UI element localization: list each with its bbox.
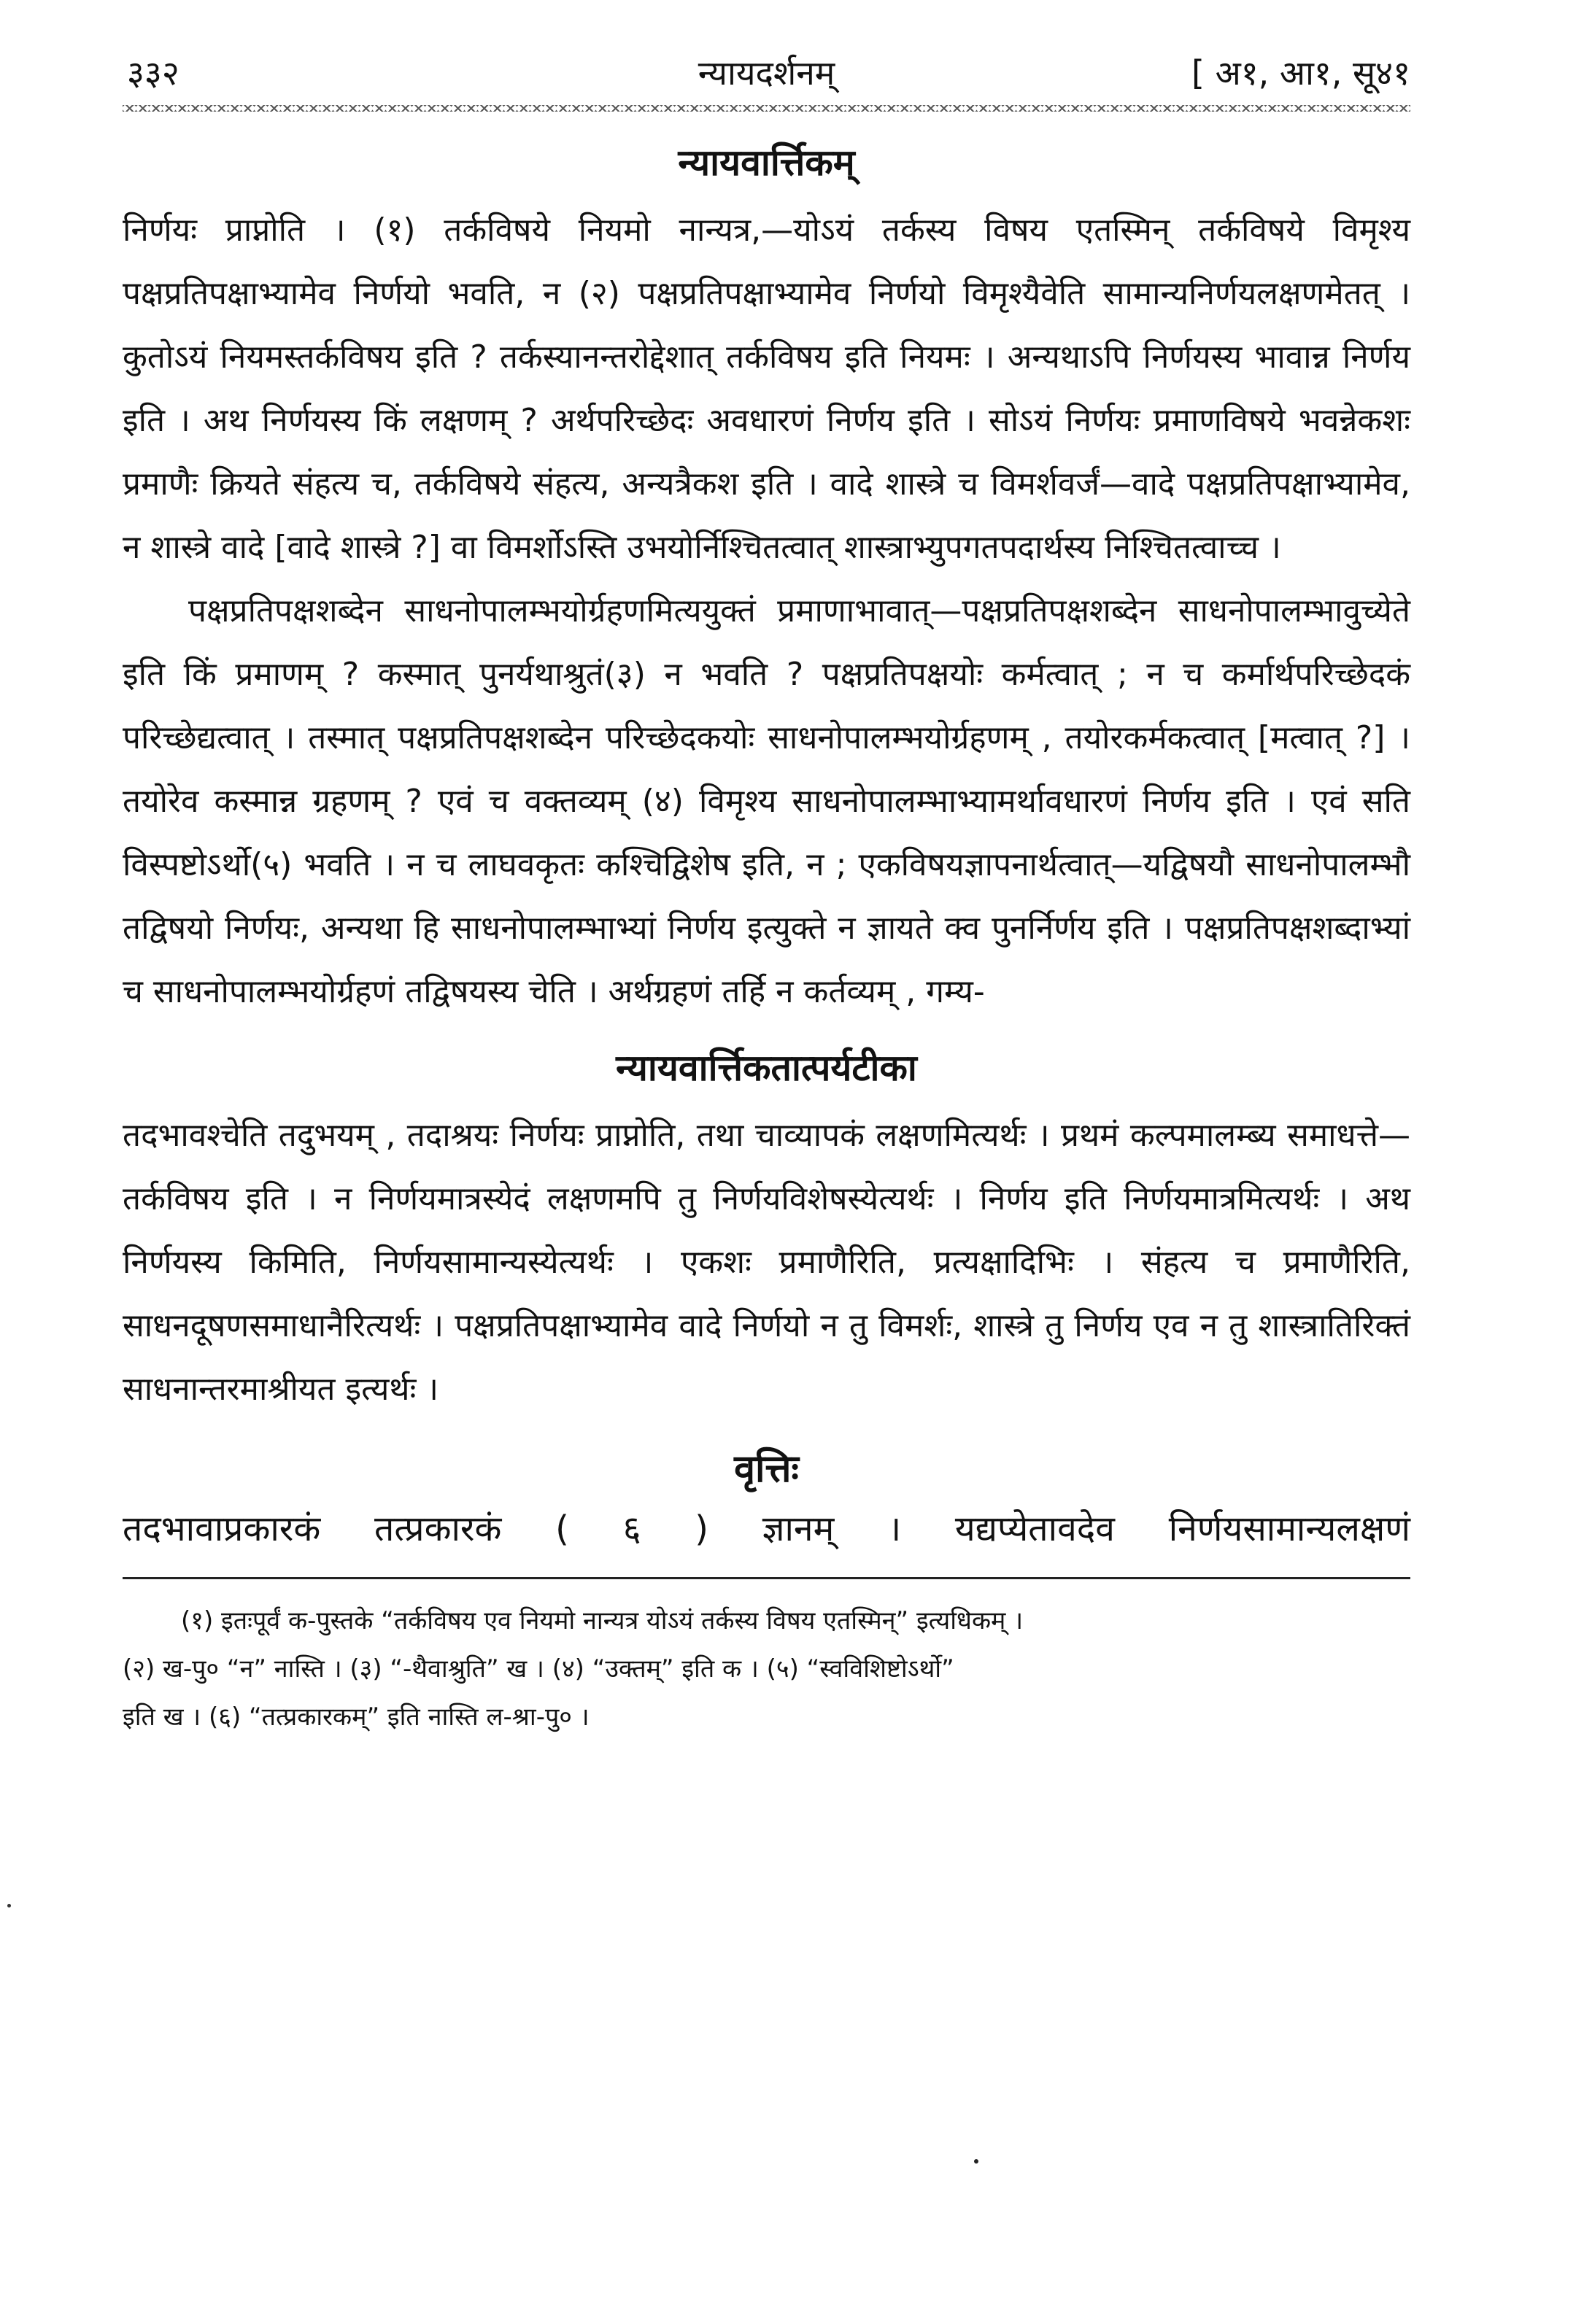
tika-paragraph: तदभावश्चेति तदुभयम् , तदाश्रयः निर्णयः प्राप्नोति, तथा चाव्यापकं लक्षणमित्यर्थः । प्रथमं कल्पमालम्ब्य समाधत्ते—तर्कविषय इति । न निर्णयमात्रस्येदं लक्षणमपि तु निर्णयविशेषस्येत्यर्थः । निर्णय इति निर्णयमात्रमित्यर्थः । अथ निर्णयस्य किमिति, निर्णयसामान्यस्येत्यर्थः । एकशः प्रमाणैरिति, प्रत्यक्षादिभिः । संहत्य च प्रमाणैरिति, साधनदूषणसमाधानैरित्यर्थः । पक्षप्रतिपक्षाभ्यामेव वादे निर्णयो न तु विमर्शः, शास्त्रे तु निर्णय एव न तु शास्त्रातिरिक्तं साधनान्तरमाश्रीयत इत्यर्थः ।: [123, 1117, 1410, 1408]
page-number: ३३२: [127, 53, 179, 93]
header-wavy-rule: [123, 105, 1410, 118]
vartika-paragraph-2: पक्षप्रतिपक्षशब्देन साधनोपालम्भयोर्ग्रहणमित्ययुक्तं प्रमाणाभावात्—पक्षप्रतिपक्षशब्देन साधनोपालम्भावुच्येते इति किं प्रमाणम् ? कस्मात् पुनर्यथाश्रुतं(३) न भवति ? पक्षप्रतिपक्षयोः कर्मत्वात् ; न च कर्मार्थपरिच्छेदकं परिच्छेद्यत्वात् । तस्मात् पक्षप्रतिपक्षशब्देन परिच्छेदकयोः साधनोपालम्भयोर्ग्रहणम् , तयोरकर्मकत्वात् [मत्वात् ?] । तयोरेव कस्मान्न ग्रहणम् ? एवं च वक्तव्यम् (४) विमृश्य साधनोपालम्भाभ्यामर्थावधारणं निर्णय इति । एवं सति विस्पष्टोऽर्थो(५) भवति । न च लाघवकृतः कश्चिद्विशेष इति, न ; एकविषयज्ञापनार्थत्वात्—यद्विषयौ साधनोपालम्भौ तद्विषयो निर्णयः, अन्यथा हि साधनोपालम्भाभ्यां निर्णय इत्युक्ते न ज्ञायते क्व पुनर्निर्णय इति । पक्षप्रतिपक्षशब्दाभ्यां च साधनोपालम्भयोर्ग्रहणं तद्विषयस्य चेति । अर्थग्रहणं तर्हि न कर्तव्यम् , गम्य-: [123, 592, 1410, 1010]
footnote-line-2: (२) ख-पु० “न” नास्ति । (३) “-थैवाश्रुति” ख । (४) “उक्तम्” इति क । (५) “स्वविशिष्टोऽर्थो”: [123, 1654, 954, 1684]
vartika-paragraph-1: निर्णयः प्राप्नोति । (१) तर्कविषये नियमो नान्यत्र,—योऽयं तर्कस्य विषय एतस्मिन् तर्कविषये विमृश्य पक्षप्रतिपक्षाभ्यामेव निर्णयो भवति, न (२) पक्षप्रतिपक्षाभ्यामेव निर्णयो विमृश्यैवेति सामान्यनिर्णयलक्षणमेतत् । कुतोऽयं नियमस्तर्कविषय इति ? तर्कस्यानन्तरोद्देशात् तर्कविषय इति नियमः । अन्यथाऽपि निर्णयस्य भावान्न निर्णय इति । अथ निर्णयस्य किं लक्षणम् ? अर्थपरिच्छेदः अवधारणं निर्णय इति । सोऽयं निर्णयः प्रमाणविषये भवन्नेकशः प्रमाणैः क्रियते संहत्य च, तर्कविषये संहत्य, अन्यत्रैकश इति । वादे शास्त्रे च विमर्शवर्जं—वादे पक्षप्रतिपक्षाभ्यामेव, न शास्त्रे वादे [वादे शास्त्रे ?] वा विमर्शोऽस्ति उभयोर्निश्चितत्वात् शास्त्राभ्युपगतपदार्थस्य निश्चितत्वाच्च ।: [123, 212, 1410, 566]
footnote-line-1: (१) इतःपूर्वं क-पुस्तके “तर्कविषय एव नियमो नान्यत्र योऽयं तर्कस्य विषय एतस्मिन्” इत्यधिकम् ।: [181, 1606, 1024, 1635]
vritti-heading: वृत्तिः: [734, 1447, 799, 1491]
page: [123, 44, 1410, 1741]
tika-heading: न्यायवार्त्तिकतात्पर्यटीका: [616, 1047, 917, 1089]
margin-dot-mark: [7, 1904, 11, 1907]
footnotes: [123, 1597, 1410, 1741]
footnote-divider: [123, 1577, 1410, 1579]
running-title: न्यायदर्शनम्: [698, 53, 835, 93]
page-header: [123, 44, 1410, 102]
vartika-heading: न्यायवार्त्तिकम्: [678, 142, 855, 184]
chapter-reference: [ अ१, आ१, सू४१: [1191, 53, 1410, 93]
footnote-line-3: इति ख । (६) “तत्प्रकारकम्” इति नास्ति ल-श्रा-पु० ।: [123, 1703, 590, 1732]
print-dot-mark: [974, 2159, 978, 2164]
vritti-text: तदभावाप्रकारकं तत्प्रकारकं ( ६ ) ज्ञानम् । यद्यप्येतावदेव निर्णयसामान्यलक्षणं: [123, 1508, 1410, 1549]
